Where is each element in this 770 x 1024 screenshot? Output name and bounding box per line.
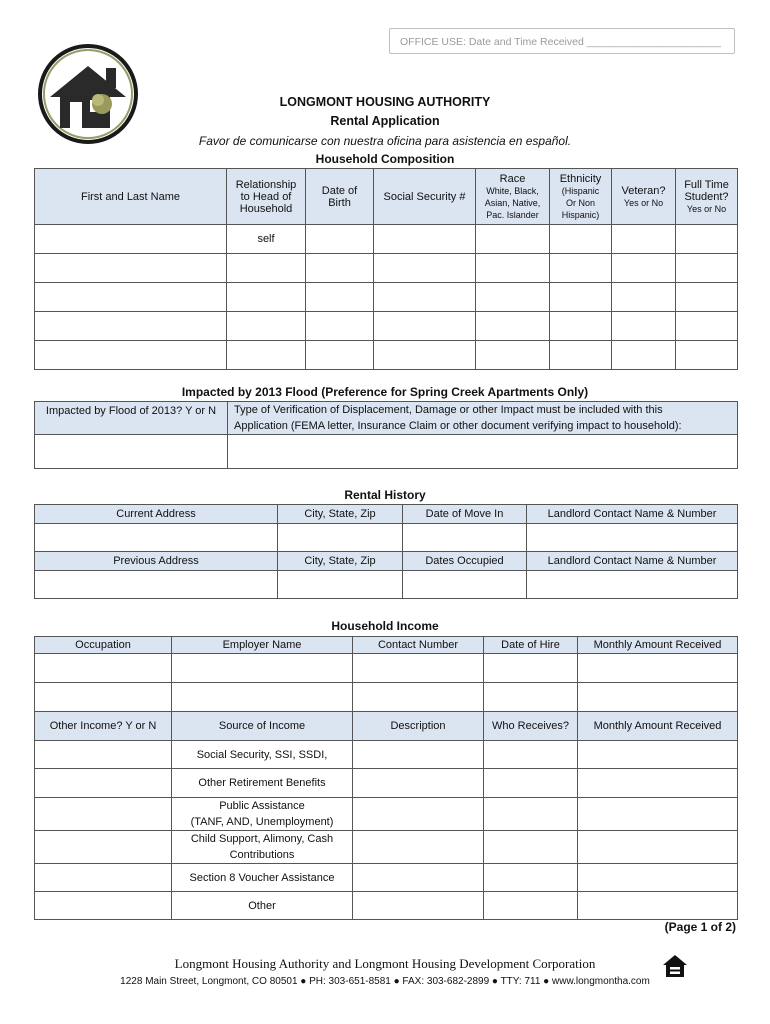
name-field[interactable] [35,225,227,254]
footer-org: Longmont Housing Authority and Longmont Housing Development Corporation [174,956,596,971]
relationship-field[interactable] [227,341,306,370]
form-title: Rental Application [330,114,440,128]
employer-field[interactable] [172,683,353,712]
race-field[interactable] [476,225,550,254]
who-receives-field[interactable] [484,864,578,892]
date-of-hire-field[interactable] [484,654,578,683]
occupation-header: Occupation [35,637,172,654]
dob-field[interactable] [306,225,374,254]
monthly-amount-field[interactable] [578,683,738,712]
monthly-amount-field[interactable] [578,864,738,892]
move-in-date-header: Date of Move In [403,505,527,524]
rental-history-table [34,504,738,599]
col-veteran-header: Veteran? Yes or No [612,169,676,225]
footer-contact: 1228 Main Street, Longmont, CO 80501 ● PH: 303-651-8581 ● FAX: 303-682-2899 ● TTY: 711 ● www.longmontha.com [120,976,650,987]
employer-field[interactable] [172,654,353,683]
table-row [35,312,738,341]
household-table [34,168,738,370]
table-row [35,741,738,769]
description-field[interactable] [353,864,484,892]
veteran-field[interactable] [612,283,676,312]
date-of-hire-field[interactable] [484,683,578,712]
ethnicity-field[interactable] [550,254,612,283]
who-receives-field[interactable] [484,892,578,920]
current-address-field[interactable] [35,524,278,552]
who-receives-field[interactable] [484,831,578,864]
col-relationship-header: Relationship to Head of Household [227,169,306,225]
income-source-label: Section 8 Voucher Assistance [172,864,353,892]
student-field[interactable] [676,341,738,370]
description-header: Description [353,712,484,741]
employer-header: Employer Name [172,637,353,654]
income-source-label: Other Retirement Benefits [172,769,353,798]
table-row [35,283,738,312]
household-income-title: Household Income [331,619,439,633]
ethnicity-field[interactable] [550,341,612,370]
race-field[interactable] [476,312,550,341]
col-ethnicity-header: Ethnicity (Hispanic Or Non Hispanic) [550,169,612,225]
table-row [35,254,738,283]
dates-occupied-field[interactable] [403,571,527,599]
flood-verification-header: Type of Verification of Displacement, Damage or other Impact must be included with this Application (FEMA letter, Insurance Claim or other document verifying impact to household): [228,402,738,435]
flood-impacted-header: Impacted by Flood of 2013? Y or N [35,402,228,435]
spanish-note: Favor de comunicarse con nuestra oficina para asistencia en español. [198,134,572,148]
ssn-field[interactable] [374,225,476,254]
monthly-amount-field[interactable] [578,831,738,864]
other-income-header: Other Income? Y or N [35,712,172,741]
relationship-field[interactable] [227,254,306,283]
contact-number-field[interactable] [353,683,484,712]
veteran-field[interactable] [612,312,676,341]
equal-housing-icon [660,952,690,982]
office-use-box[interactable]: OFFICE USE: Date and Time Received _______________________ [389,28,735,54]
household-income-table [34,636,738,920]
monthly-amount-field[interactable] [578,798,738,831]
dates-occupied-header: Dates Occupied [403,552,527,571]
who-receives-header: Who Receives? [484,712,578,741]
ethnicity-field[interactable] [550,225,612,254]
table-row [35,831,738,864]
rental-history-title: Rental History [344,488,426,502]
ssn-field[interactable] [374,341,476,370]
who-receives-field[interactable] [484,798,578,831]
table-row [35,341,738,370]
dob-field[interactable] [306,283,374,312]
org-title: LONGMONT HOUSING AUTHORITY [279,95,491,109]
monthly-amount-field[interactable] [578,654,738,683]
ssn-field[interactable] [374,283,476,312]
date-of-hire-header: Date of Hire [484,637,578,654]
flood-impacted-field[interactable] [35,435,228,469]
monthly-amount-header: Monthly Amount Received [578,712,738,741]
contact-number-field[interactable] [353,654,484,683]
veteran-field[interactable] [612,254,676,283]
col-name-header: First and Last Name [35,169,227,225]
veteran-field[interactable] [612,341,676,370]
other-income-field[interactable] [35,798,172,831]
name-field[interactable] [35,341,227,370]
table-row [35,892,738,920]
flood-title: Impacted by 2013 Flood (Preference for Spring Creek Apartments Only) [181,385,589,399]
relationship-field[interactable] [227,283,306,312]
col-race-header: Race White, Black, Asian, Native, Pac. Islander [476,169,550,225]
city-state-zip-field[interactable] [278,571,403,599]
page-number: (Page 1 of 2) [664,920,736,934]
student-field[interactable] [676,254,738,283]
source-of-income-header: Source of Income [172,712,353,741]
col-dob-header: Date of Birth [306,169,374,225]
col-student-header: Full Time Student? Yes or No [676,169,738,225]
ethnicity-field[interactable] [550,312,612,341]
ssn-field[interactable] [374,254,476,283]
who-receives-field[interactable] [484,741,578,769]
description-field[interactable] [353,798,484,831]
city-state-zip-field[interactable] [278,524,403,552]
move-in-date-field[interactable] [403,524,527,552]
relationship-field[interactable]: self [227,225,306,254]
previous-address-field[interactable] [35,571,278,599]
city-state-zip-header: City, State, Zip [278,505,403,524]
landlord-contact-field[interactable] [527,524,738,552]
name-field[interactable] [35,283,227,312]
name-field[interactable] [35,312,227,341]
name-field[interactable] [35,254,227,283]
income-source-label: Child Support, Alimony, Cash Contributions [172,831,353,864]
student-field[interactable] [676,283,738,312]
household-title: Household Composition [315,152,455,166]
city-state-zip-header: City, State, Zip [278,552,403,571]
race-field[interactable] [476,283,550,312]
other-income-field[interactable] [35,831,172,864]
ethnicity-field[interactable] [550,283,612,312]
monthly-amount-field[interactable] [578,892,738,920]
table-row [35,864,738,892]
flood-table [34,401,738,469]
income-source-label: Other [172,892,353,920]
occupation-field[interactable] [35,654,172,683]
table-row [35,798,738,831]
description-field[interactable] [353,892,484,920]
other-income-field[interactable] [35,769,172,798]
table-row [35,769,738,798]
student-field[interactable] [676,312,738,341]
lha-logo [36,42,140,146]
income-source-label: Social Security, SSI, SSDI, [172,741,353,769]
table-row [35,225,738,254]
dob-field[interactable] [306,254,374,283]
veteran-field[interactable] [612,225,676,254]
who-receives-field[interactable] [484,769,578,798]
monthly-amount-field[interactable] [578,769,738,798]
monthly-amount-header: Monthly Amount Received [578,637,738,654]
flood-verification-field[interactable] [228,435,738,469]
previous-address-header: Previous Address [35,552,278,571]
race-field[interactable] [476,254,550,283]
description-field[interactable] [353,741,484,769]
ssn-field[interactable] [374,312,476,341]
dob-field[interactable] [306,312,374,341]
race-field[interactable] [476,341,550,370]
occupation-field[interactable] [35,683,172,712]
other-income-field[interactable] [35,741,172,769]
landlord-contact-header: Landlord Contact Name & Number [527,552,738,571]
landlord-contact-field[interactable] [527,571,738,599]
monthly-amount-field[interactable] [578,741,738,769]
student-field[interactable] [676,225,738,254]
landlord-contact-header: Landlord Contact Name & Number [527,505,738,524]
dob-field[interactable] [306,341,374,370]
description-field[interactable] [353,831,484,864]
other-income-field[interactable] [35,892,172,920]
description-field[interactable] [353,769,484,798]
col-ssn-header: Social Security # [374,169,476,225]
contact-number-header: Contact Number [353,637,484,654]
income-source-label: Public Assistance (TANF, AND, Unemployment) [172,798,353,831]
other-income-field[interactable] [35,864,172,892]
relationship-field[interactable] [227,312,306,341]
current-address-header: Current Address [35,505,278,524]
